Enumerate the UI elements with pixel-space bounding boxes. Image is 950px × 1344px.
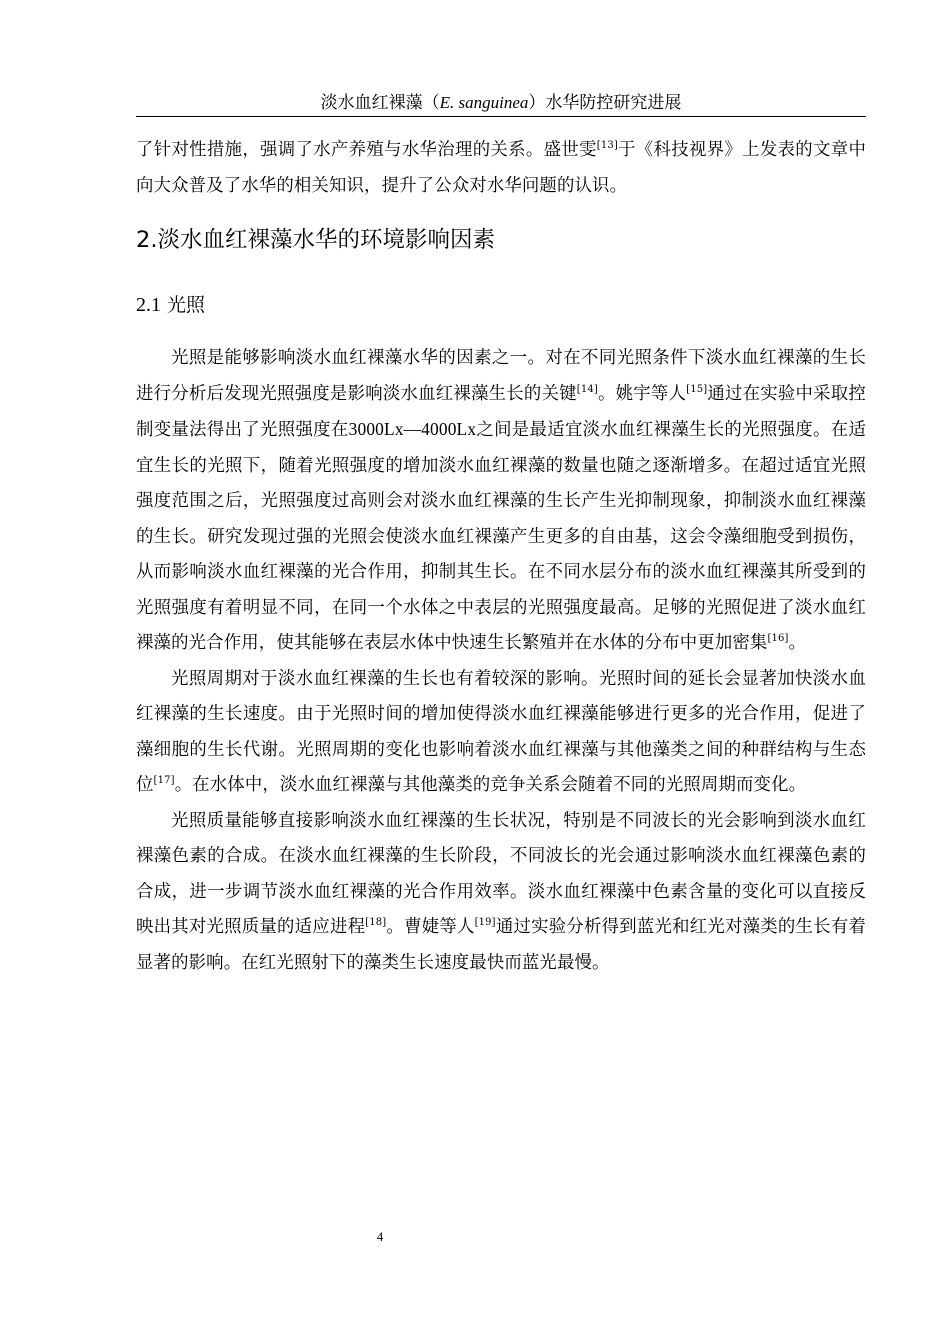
light-section-body [136,341,866,981]
citation-13: [13] [596,140,618,151]
p1-text-4: 之间是最适宜淡水血红裸藻生长的光照强度。在适宜生长的光照下，随着光照强度的增加淡水血红裸藻的数量也随之逐渐增多。在超过适宜光照强度范围之后，光照强度过高则会对淡水血红裸藻的生长产生光抑制现象，抑制淡水血红裸藻的生长。研究发现过强的光照会使淡水血红裸藻产生更多的自由基，这会令藻细胞受到损伤，从而影响淡水血红裸藻的光合作用，抑制其生长。在不同水层分布的淡水血红裸藻其所受到的光照强度有着明显不同，在同一个水体之中表层的光照强度最高。足够的光照促进了淡水血红裸藻的光合作用，使其能够在表层水体中快速生长繁殖并在水体的分布中更加密集 [136,420,866,653]
continuation-paragraph [136,133,866,204]
citation-18: [18] [365,917,387,928]
continuation-text-b: 于《科技视界》上发表的文章中向大众普及了水华的相关知识，提升了公众对水华问题的认识。 [136,140,867,196]
header-title-suffix: ）水华防控研究进展 [528,93,682,113]
p1-text-3: 通过在实验中采取控制变量法得出了光照强度在 [136,383,866,440]
citation-19: [19] [474,917,496,928]
paragraph-light-intensity [136,341,866,662]
citation-17: [17] [153,775,175,786]
header-rule [136,116,866,117]
p2-text-1: 光照周期对于淡水血红裸藻的生长也有着较深的影响。光照时间的延长会显著加快淡水血红裸藻的生长速度。由于光照时间的增加使得淡水血红裸藻能够进行更多的光合作用，促进了藻细胞的生长代谢。光照周期的变化也影响着淡水血红裸藻与其他藻类之间的种群结构与生态位 [136,668,866,795]
p2-text-2: 。在水体中，淡水血红裸藻与其他藻类的竞争关系会随着不同的光照周期而变化。 [174,775,807,795]
p1-text-2: 。姚宇等人 [597,383,687,404]
citation-16: [16] [767,633,789,644]
citation-14: [14] [576,383,598,395]
p3-text-3: 通过实验分析得到蓝光和红光对藻类的生长有着显著的影响。在红光照射下的藻类生长速度最快而蓝光最慢。 [136,917,866,973]
p1-text-5: 。 [788,633,807,653]
subsection-heading [136,290,205,320]
p3-text-2: 。曹婕等人 [386,917,475,937]
page-number: 4 [376,1229,384,1244]
light-intensity-range: 3000Lx—4000Lx [348,419,477,439]
paragraph-light-quality [136,804,866,982]
citation-15: [15] [686,383,708,395]
subsection-title: 光照 [167,294,206,316]
section-heading: 2.淡水血红裸藻水华的环境影响因素 [136,227,495,253]
header-species-name: E. sanguinea [439,93,529,112]
running-header [136,92,866,114]
p1-text-1: 光照是能够影响淡水血红裸藻水华的因素之一。对在不同光照条件下淡水血红裸藻的生长进行分析后发现光照强度是影响淡水血红裸藻生长的关键 [136,348,866,404]
p3-text-1: 光照质量能够直接影响淡水血红裸藻的生长状况，特别是不同波长的光会影响到淡水血红裸藻色素的合成。在淡水血红裸藻的生长阶段，不同波长的光会通过影响淡水血红裸藻色素的合成，进一步调节淡水血红裸藻的光合作用效率。淡水血红裸藻中色素含量的变化可以直接反映出其对光照质量的适应进程 [136,810,866,937]
paragraph-light-period [136,662,866,804]
subsection-number: 2.1 [136,294,161,316]
continuation-text-a: 了针对性措施，强调了水产养殖与水华治理的关系。盛世雯 [136,140,597,160]
header-title-prefix: 淡水血红裸藻（ [320,93,440,113]
